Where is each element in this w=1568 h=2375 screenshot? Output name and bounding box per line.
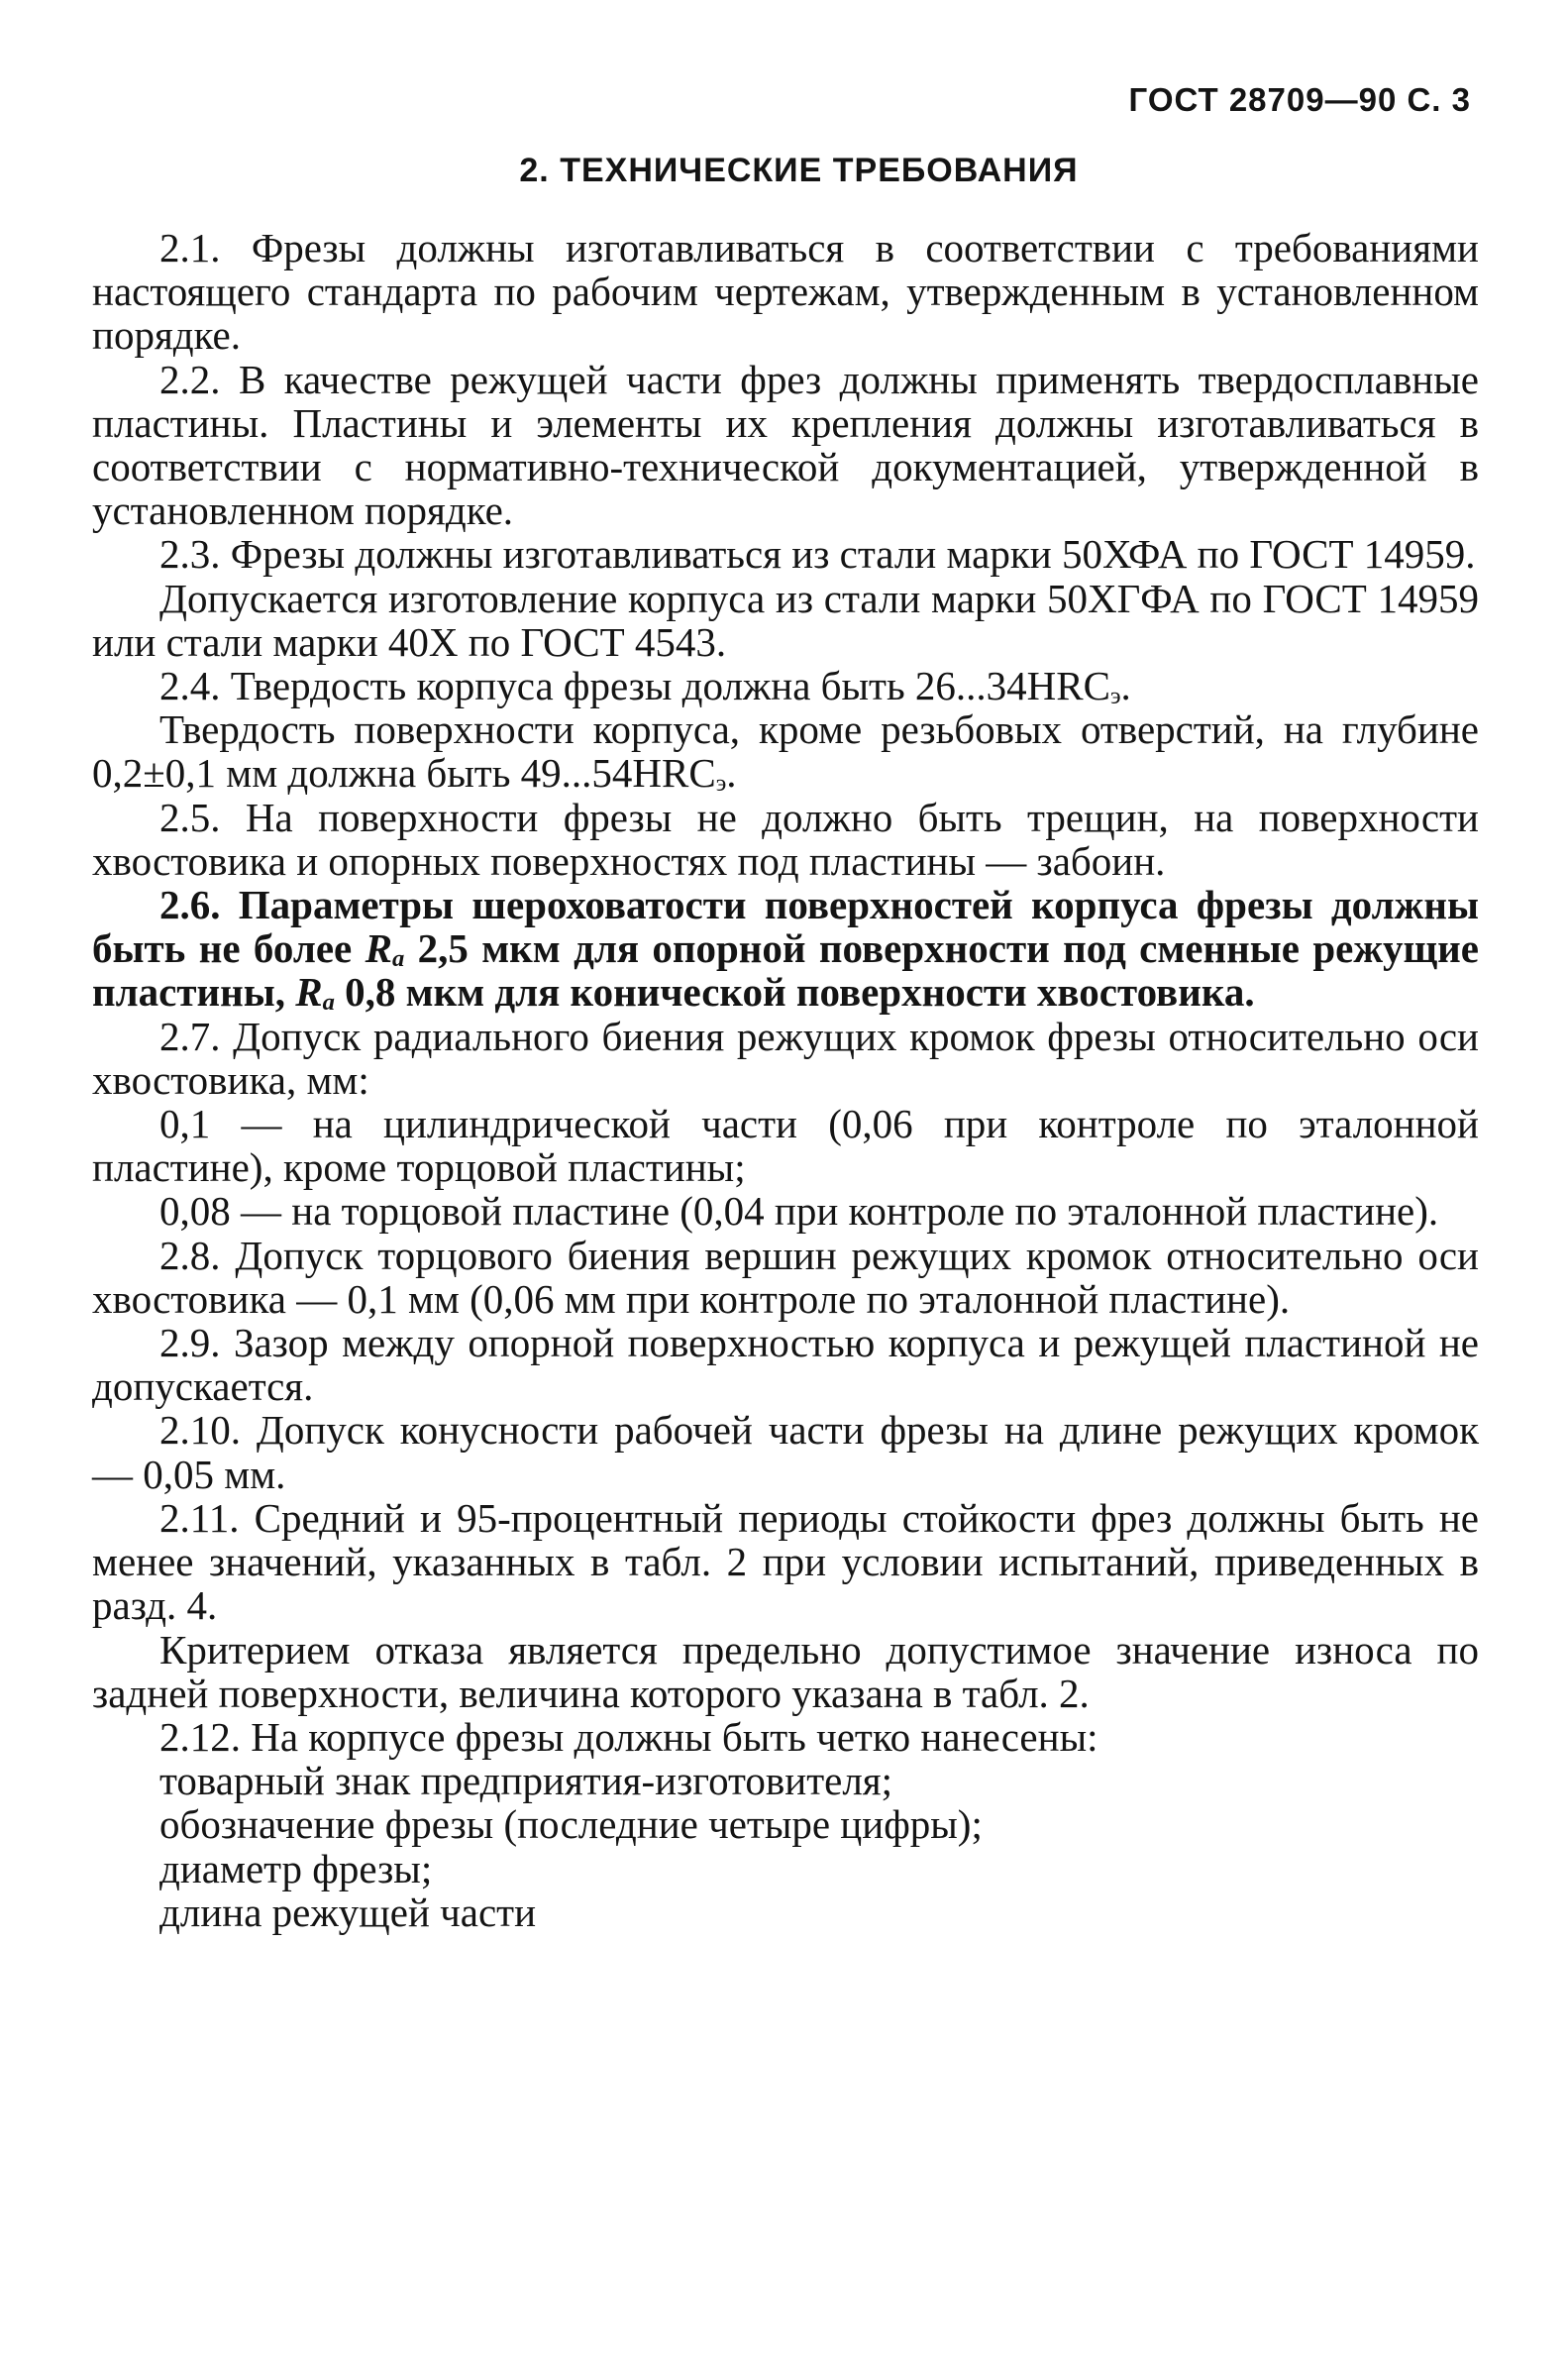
page-header: ГОСТ 28709—90 С. 3 [1128,81,1471,118]
marking-item: обозначение фрезы (последние четыре цифры); [159,1801,983,1848]
roughness-symbol-1: R [365,925,392,972]
roughness-symbol-1-sub: a [391,945,405,973]
paragraph-2-1: 2.1. Фрезы должны изготавливаться в соответствии с требованиями настоящего стандарта по рабочим чертежам, утвержденным в установленном порядке. [92,225,1479,359]
paragraph-2-8: 2.8. Допуск торцового биения вершин режущих кромок относительно оси хвостовика — 0,1 мм (0,06 мм при контроле по эталонной пластине). [92,1232,1479,1322]
paragraph-2-11: 2.11. Средний и 95-процентный периоды стойкости фрез должны быть не менее значений, указанных в табл. 2 при условии испытаний, приведенных в разд. 4. [92,1494,1479,1629]
paragraph-2-3-note: Допускается изготовление корпуса из стали марки 50ХГФА по ГОСТ 14959 или стали марки 40Х по ГОСТ 4543. [92,575,1479,665]
paragraph-2-7-item-2: 0,08 — на торцовой пластине (0,04 при контроле по эталонной пластине). [159,1188,1439,1235]
paragraph-2-9: 2.9. Зазор между опорной поверхностью корпуса и режущей пластиной не допускается. [92,1320,1479,1410]
roughness-text-a: 2.6. Параметры шероховатости поверхностей корпуса фрезы должны быть не более [92,882,1479,972]
paragraph-2-4-surface [92,706,1479,798]
surface-hardness-end: . [726,750,737,797]
roughness-text-b: 2,5 мкм для опорной поверхности под сменные режущие пластины, [92,925,1479,1016]
paragraph-2-10: 2.10. Допуск конусности рабочей части фрезы на длине режущих кромок — 0,05 мм. [92,1407,1479,1497]
marking-item: диаметр фрезы; [159,1845,433,1891]
marking-item: товарный знак предприятия-изготовителя; [159,1758,893,1804]
paragraph-2-3: 2.3. Фрезы должны изготавливаться из стали марки 50ХФА по ГОСТ 14959. [159,531,1476,578]
paragraph-2-12: 2.12. На корпусе фрезы должны быть четко нанесены: [159,1713,1098,1760]
roughness-symbol-2-sub: a [322,989,335,1017]
roughness-text-c: 0,8 мкм для конической поверхности хвостовика. [334,969,1255,1016]
paragraph-2-5: 2.5. На поверхности фрезы не должно быть трещин, на поверхности хвостовика и опорных поверхностях под пластины — забоин. [92,794,1479,884]
hardness-text: 2.4. Твердость корпуса фрезы должна быть 26...34HRC [159,663,1110,709]
paragraph-2-2: 2.2. В качестве режущей части фрез должны применять твердосплавные пластины. Пластины и элементы их крепления должны изготавливаться в соответствии с нормативно-технической документацией, утвержденной в установленном порядке. [92,356,1479,534]
marking-item: длина режущей части [159,1889,537,1935]
hardness-end: . [1120,663,1131,709]
surface-hardness-text: Твердость поверхности корпуса, кроме резьбовых отверстий, на глубине 0,2±0,1 мм должна быть 49...54HRC [92,706,1479,797]
section-title: 2. ТЕХНИЧЕСКИЕ ТРЕБОВАНИЯ [519,152,1079,189]
paragraph-2-4 [92,663,1479,710]
hardness-subscript: э [1109,683,1121,710]
paragraph-2-11-note: Критерием отказа является предельно допустимое значение износа по задней поверхности, величина которого указана в табл. 2. [92,1626,1479,1716]
roughness-symbol-2: R [295,969,323,1016]
surface-hardness-subscript: э [715,770,727,798]
document-body [92,226,1479,1934]
paragraph-2-6 [92,883,1479,1015]
paragraph-2-7-item-1: 0,1 — на цилиндрической части (0,06 при контроле по эталонной пластине), кроме торцовой пластины; [92,1101,1479,1191]
paragraph-2-7: 2.7. Допуск радиального биения режущих кромок фрезы относительно оси хвостовика, мм: [92,1013,1479,1103]
